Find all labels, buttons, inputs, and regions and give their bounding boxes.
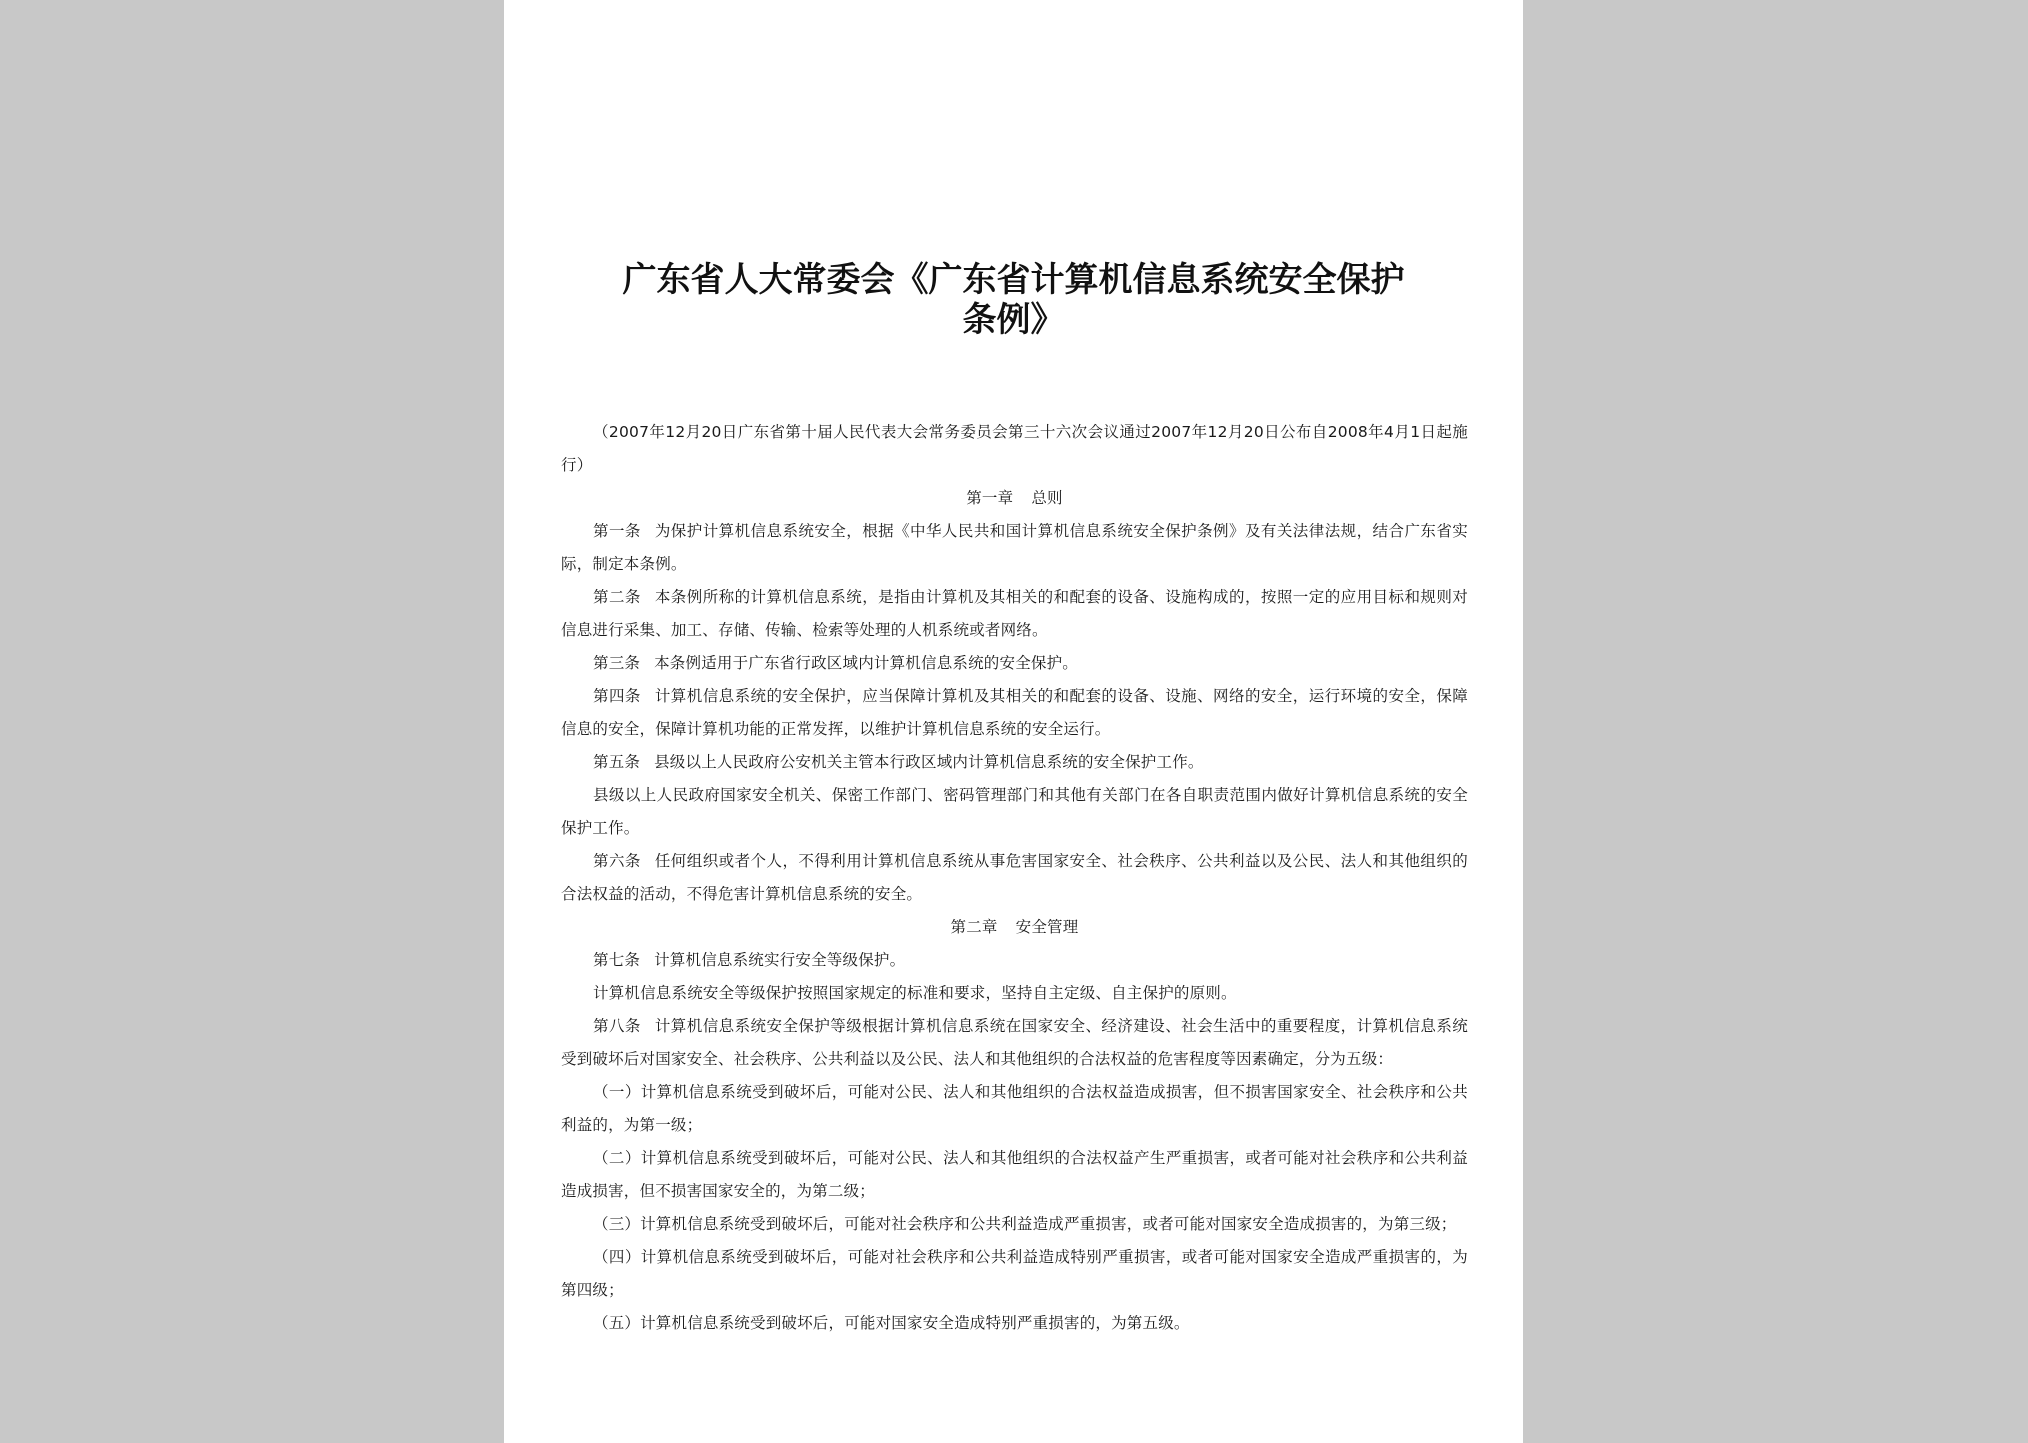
article-8 bbox=[561, 1010, 1468, 1076]
article-5 bbox=[561, 746, 1468, 779]
article-5-paragraph-2: 县级以上人民政府国家安全机关、保密工作部门、密码管理部门和其他有关部门在各自职责范围内做好计算机信息系统的安全保护工作。 bbox=[561, 786, 1468, 837]
article-label: 第五条 bbox=[593, 753, 641, 771]
article-label: 第一条 bbox=[593, 522, 641, 540]
title-line-2: 条例》 bbox=[962, 300, 1065, 340]
article-text: 计算机信息系统的安全保护，应当保障计算机及其相关的和配套的设备、设施、网络的安全，运行环境的安全，保障信息的安全，保障计算机功能的正常发挥，以维护计算机信息系统的安全运行。 bbox=[561, 687, 1468, 738]
level-5-item: （五）计算机信息系统受到破坏后，可能对国家安全造成特别严重损害的，为第五级。 bbox=[593, 1314, 1190, 1332]
chapter-number: 第二章 bbox=[950, 918, 998, 936]
article-label: 第八条 bbox=[593, 1017, 641, 1035]
chapter-1-heading bbox=[561, 482, 1468, 515]
article-text: 本条例所称的计算机信息系统，是指由计算机及其相关的和配套的设备、设施构成的，按照一定的应用目标和规则对信息进行采集、加工、存储、传输、检索等处理的人机系统或者网络。 bbox=[561, 588, 1468, 639]
preamble: （2007年12月20日广东省第十届人民代表大会常务委员会第三十六次会议通过2007年12月20日公布自2008年4月1日起施行） bbox=[561, 423, 1468, 474]
article-label: 第二条 bbox=[593, 588, 641, 606]
article-2 bbox=[561, 581, 1468, 647]
article-text: 为保护计算机信息系统安全，根据《中华人民共和国计算机信息系统安全保护条例》及有关法律法规，结合广东省实际，制定本条例。 bbox=[561, 522, 1468, 573]
level-1-item: （一）计算机信息系统受到破坏后，可能对公民、法人和其他组织的合法权益造成损害，但不损害国家安全、社会秩序和公共利益的，为第一级； bbox=[561, 1083, 1468, 1134]
article-label: 第六条 bbox=[593, 852, 641, 870]
article-6 bbox=[561, 845, 1468, 911]
level-3-item: （三）计算机信息系统受到破坏后，可能对社会秩序和公共利益造成严重损害，或者可能对国家安全造成损害的，为第三级； bbox=[593, 1215, 1457, 1233]
article-text: 县级以上人民政府公安机关主管本行政区域内计算机信息系统的安全保护工作。 bbox=[654, 753, 1204, 771]
article-label: 第四条 bbox=[593, 687, 641, 705]
document-page bbox=[504, 0, 1523, 1443]
article-text: 计算机信息系统实行安全等级保护。 bbox=[654, 951, 906, 969]
chapter-name: 总则 bbox=[1031, 489, 1063, 507]
article-label: 第三条 bbox=[593, 654, 641, 672]
chapter-number: 第一章 bbox=[966, 489, 1014, 507]
article-4 bbox=[561, 680, 1468, 746]
document-body bbox=[561, 416, 1468, 1340]
chapter-2-heading bbox=[561, 911, 1468, 944]
chapter-name: 安全管理 bbox=[1015, 918, 1079, 936]
article-text: 计算机信息系统安全保护等级根据计算机信息系统在国家安全、经济建设、社会生活中的重要程度，计算机信息系统受到破坏后对国家安全、社会秩序、公共利益以及公民、法人和其他组织的合法权益的危害程度等因素确定，分为五级： bbox=[561, 1017, 1468, 1068]
article-3 bbox=[561, 647, 1468, 680]
article-text: 本条例适用于广东省行政区域内计算机信息系统的安全保护。 bbox=[654, 654, 1079, 672]
article-7-paragraph-2: 计算机信息系统安全等级保护按照国家规定的标准和要求，坚持自主定级、自主保护的原则。 bbox=[593, 984, 1237, 1002]
level-2-item: （二）计算机信息系统受到破坏后，可能对公民、法人和其他组织的合法权益产生严重损害，或者可能对社会秩序和公共利益造成损害，但不损害国家安全的，为第二级； bbox=[561, 1149, 1468, 1200]
article-1 bbox=[561, 515, 1468, 581]
article-text: 任何组织或者个人，不得利用计算机信息系统从事危害国家安全、社会秩序、公共利益以及公民、法人和其他组织的合法权益的活动，不得危害计算机信息系统的安全。 bbox=[561, 852, 1468, 903]
level-4-item: （四）计算机信息系统受到破坏后，可能对社会秩序和公共利益造成特别严重损害，或者可能对国家安全造成严重损害的，为第四级； bbox=[561, 1248, 1468, 1299]
article-label: 第七条 bbox=[593, 951, 641, 969]
title-line-1: 广东省人大常委会《广东省计算机信息系统安全保护 bbox=[622, 260, 1405, 300]
article-7 bbox=[561, 944, 1468, 977]
document-title bbox=[564, 260, 1463, 340]
